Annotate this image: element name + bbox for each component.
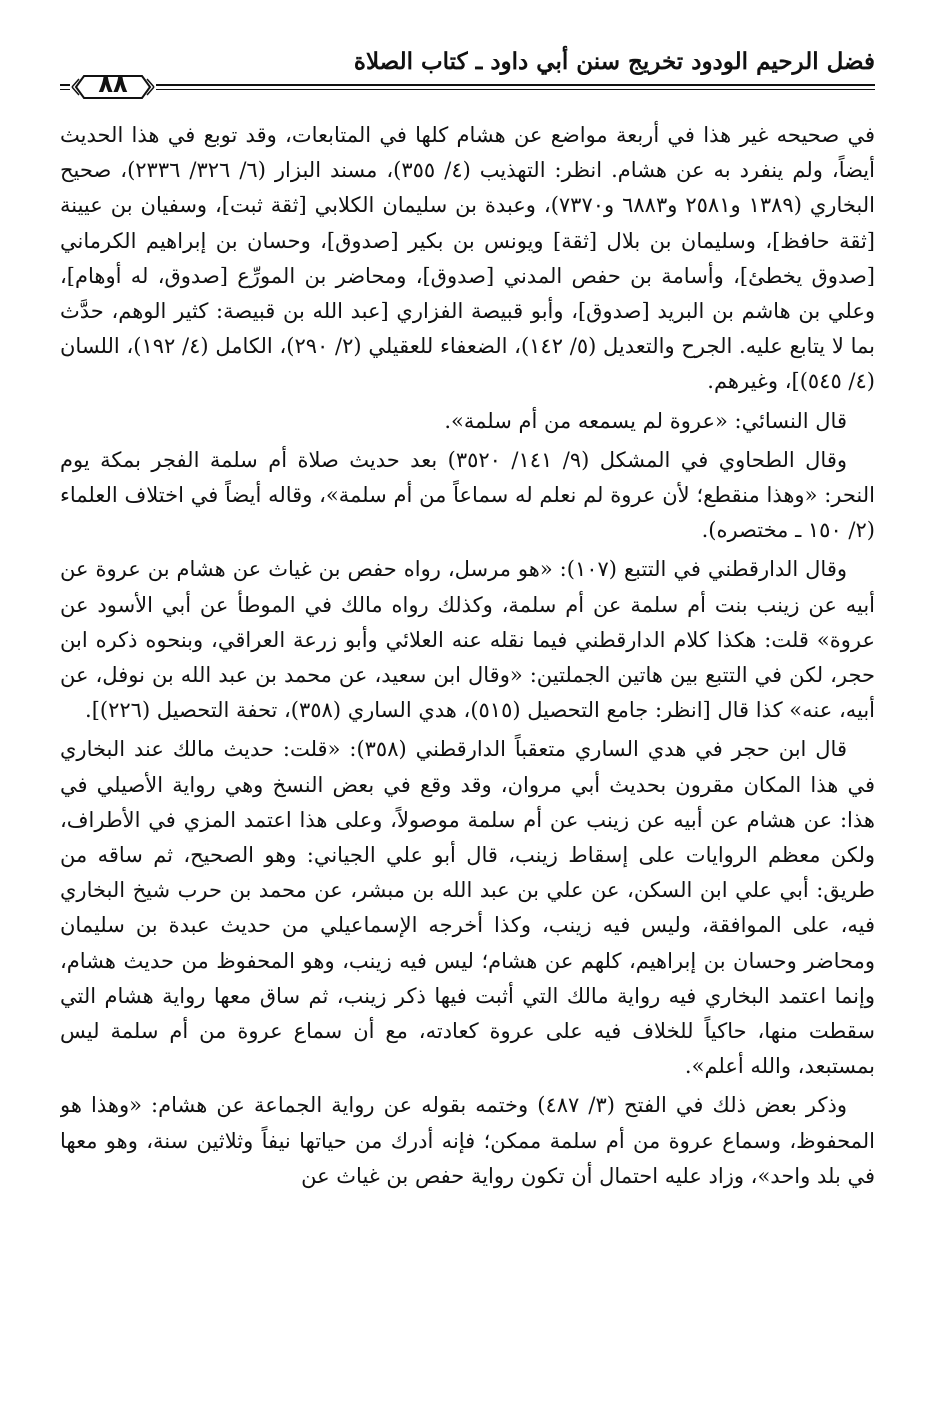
page-number-ornament [70, 64, 156, 104]
page-header [60, 40, 875, 104]
header-rule-thin [60, 89, 875, 90]
body-text [60, 118, 875, 1194]
page-number: ٨٨ [98, 70, 128, 98]
paragraph: وقال الطحاوي في المشكل (٩/ ١٤١/ ٣٥٢٠) بعد حديث صلاة أم سلمة الفجر بمكة يوم النحر: «وهذا منقطع؛ لأن عروة لم نعلم له سماعاً من أم سلمة»، وقاله أيضاً في اختلاف العلماء (٢/ ١٥٠ ـ مختصره). [60, 447, 875, 543]
paragraph: في صحيحه غير هذا في أربعة مواضع عن هشام كلها في المتابعات، وقد توبع في هذا الحديث أيضاً، ولم ينفرد به عن هشام. انظر: التهذيب (٤/ ٣٥٥)، مسند البزار (٦/ ٣٢٦/ ٢٣٣٦)، صحيح البخاري (١٣٨٩ و٢٥٨١ و٦٨٨٣ و٧٣٧٠)، وعبدة بن سليمان الكلابي [ثقة ثبت]، وسفيان بن عيينة [ثقة حافظ]، وسليمان بن بلال [ثقة] ويونس بن بكير [صدوق]، وحسان بن إبراهيم الكرماني [صدوق يخطئ]، وأسامة بن حفص المدني [صدوق]، ومحاضر بن المورِّع [صدوق، له أوهام]، وعلي بن هاشم بن البريد [صدوق]، وأبو قبيصة الفزاري [عبد الله بن قبيصة: كثير الوهم، حدَّث بما لا يتابع عليه. الجرح والتعديل (٥/ ١٤٢)، الضعفاء للعقيلي (٢/ ٢٩٠)، الكامل (٤/ ١٩٢)، اللسان (٤/ ٥٤٥)]، وغيرهم. [60, 123, 875, 394]
book-page [60, 40, 875, 1380]
paragraph: قال النسائي: «عروة لم يسمعه من أم سلمة». [444, 408, 847, 433]
paragraph: وقال الدارقطني في التتبع (١٠٧): «هو مرسل، رواه حفص بن غياث عن هشام بن عروة عن أبيه عن زينب بنت أم سلمة عن أم سلمة، وكذلك رواه مالك في الموطأ عن أبي الأسود عن عروة» قلت: هكذا كلام الدارقطني فيما نقله عنه العلائي وأبو زرعة العراقي، وبنحوه ذكره ابن حجر، لكن في التتبع بين هاتين الجملتين: «وقال ابن سعيد، عن محمد بن عبد الله بن نوفل، عن أبيه، عنه» كذا قال [انظر: جامع التحصيل (٥١٥)، هدي الساري (٣٥٨)، تحفة التحصيل (٢٢٦)]. [60, 557, 875, 723]
paragraph: وذكر بعض ذلك في الفتح (٣/ ٤٨٧) وختمه بقوله عن رواية الجماعة عن هشام: «وهذا هو المحفوظ، وسماع عروة من أم سلمة ممكن؛ فإنه أدرك من حياتها نيفاً وثلاثين سنة، وهو معها في بلد واحد»، وزاد عليه احتمال أن تكون رواية حفص بن غياث عن [60, 1093, 875, 1188]
header-rule [60, 84, 875, 86]
running-title: فضل الرحيم الودود تخريج سنن أبي داود ـ كتاب الصلاة [353, 48, 875, 75]
paragraph: قال ابن حجر في هدي الساري متعقباً الدارقطني (٣٥٨): «قلت: حديث مالك عند البخاري في هذا المكان مقرون بحديث أبي مروان، وقد وقع في بعض النسخ وهي رواية الأصيلي في هذا: عن هشام عن أبيه عن زينب عن أم سلمة موصولاً، وعلى هذا اعتمد المزي في الأطراف، ولكن معظم الروايات على إسقاط زينب، قال أبو علي الجياني: وهو الصحيح، ثم ساقه من طريق: أبي علي ابن السكن، عن علي بن عبد الله بن مبشر، عن محمد بن حرب شيخ البخاري فيه، على الموافقة، وليس فيه زينب، وكذا أخرجه الإسماعيلي من حديث عبدة بن سليمان ومحاضر وحسان بن إبراهيم، كلهم عن هشام؛ ليس فيه زينب، وهو المحفوظ من حديث هشام، وإنما اعتمد البخاري فيه رواية مالك التي أثبت فيها ذكر زينب، ثم ساق معها رواية هشام التي سقطت منها، حاكياً للخلاف فيه على عروة كعادته، مع أن سماع عروة من أم سلمة ليس بمستبعد، والله أعلم». [60, 737, 875, 1079]
